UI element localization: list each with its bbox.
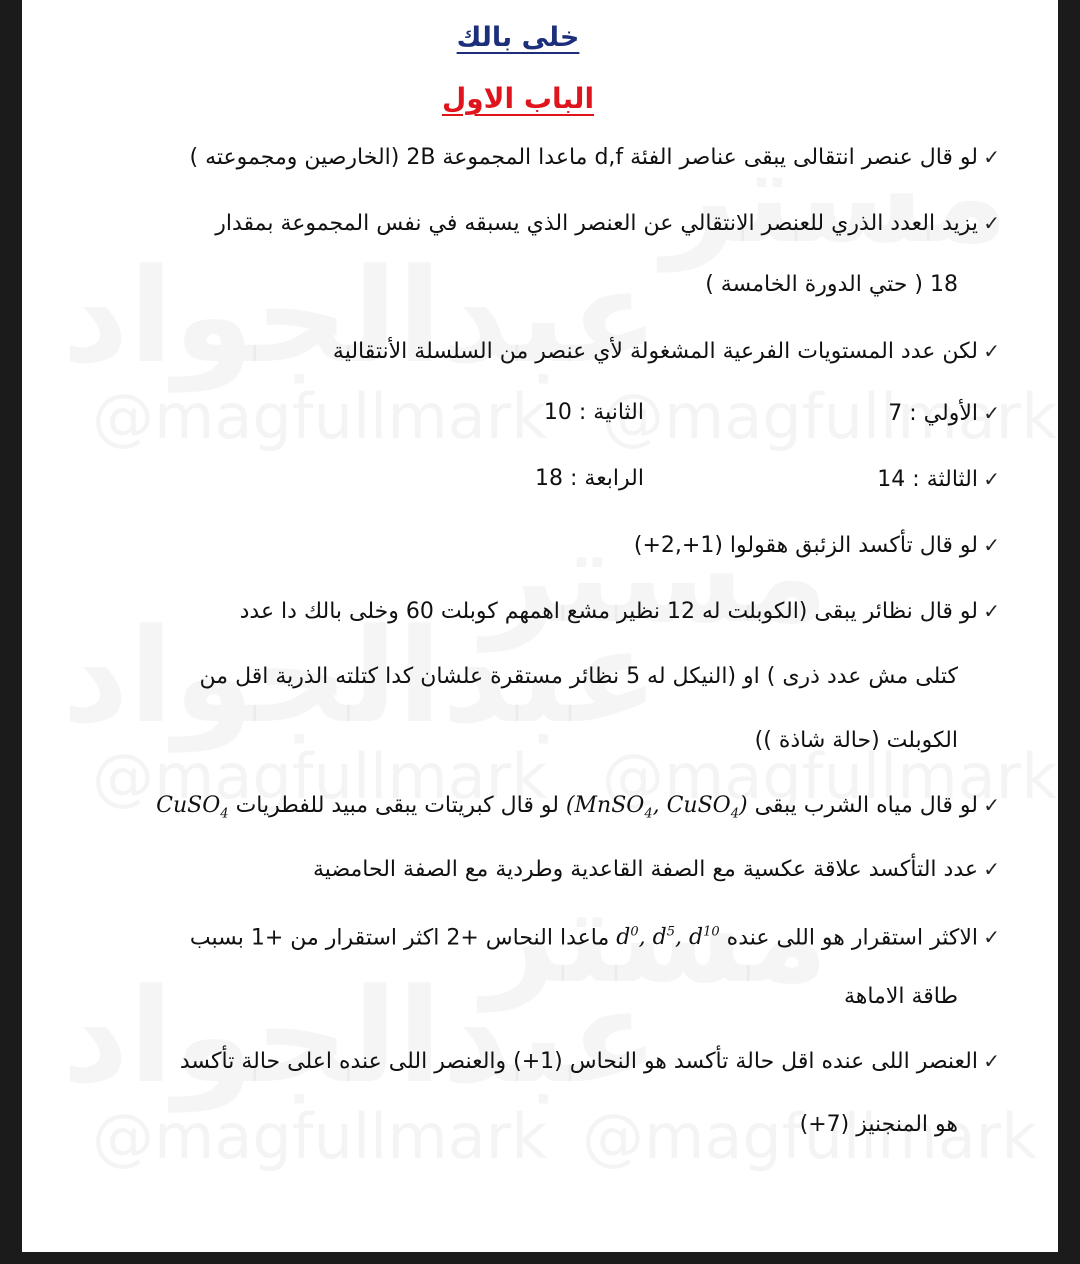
list-item-text: لو قال مياه الشرب يبقى <box>754 793 978 818</box>
list-item-text: عدد التأكسد علاقة عكسية مع الصفة القاعدية وطردية مع الصفة الحامضية <box>313 857 978 882</box>
list-item <box>190 918 1000 953</box>
watermark-handle <box>92 1100 547 1173</box>
list-item-text: يزيد العدد الذري للعنصر الانتقالي عن العنصر الذي يسبقه في نفس المجموعة بمقدار <box>215 211 978 236</box>
list-item-column: الثانية : 10 <box>543 400 644 425</box>
formula: (MnSO$_4$, CuSO$_4$) <box>565 793 748 822</box>
checkmark-icon: ✓ <box>983 339 1000 363</box>
formula: CuSO$_4$ <box>156 793 229 822</box>
page-title: خلى بالك <box>456 22 580 53</box>
list-item-text: ماعدا النحاس +2 اكثر استقرار من +1 بسبب <box>189 925 610 951</box>
checkmark-icon: ✓ <box>983 467 1000 491</box>
list-item-text: لو قال نظائر يبقى (الكوبلت له 12 نظير مشع اهمهم كوبلت 60 وخلى بالك دا عدد <box>239 599 978 624</box>
list-item-text: لو قال عنصر انتقالى يبقى عناصر الفئة d,f ماعدا المجموعة 2B (الخارصين ومجموعته ) <box>189 145 978 170</box>
watermark-arabic <box>482 500 829 652</box>
list-item <box>215 208 1000 239</box>
list-item-text: لو قال تأكسد الزئبق هقولوا (1+,2+) <box>633 533 978 558</box>
checkmark-icon: ✓ <box>983 533 1000 557</box>
checkmark-icon: ✓ <box>983 401 1000 425</box>
chapter-heading: الباب الاول <box>441 82 595 115</box>
checkmark-icon: ✓ <box>983 211 1000 235</box>
list-item <box>634 530 1000 561</box>
list-item <box>888 398 1000 429</box>
list-item <box>156 790 1000 829</box>
list-item-continuation <box>705 270 958 300</box>
list-item-continuation <box>844 982 958 1012</box>
watermark-handle <box>92 380 547 453</box>
list-item-text: الاكثر استقرار هو اللى عنده <box>726 925 978 951</box>
list-item <box>313 854 1000 885</box>
list-item <box>190 142 1000 173</box>
checkmark-icon: ✓ <box>983 1049 1000 1073</box>
list-item-text: كتلى مش عدد ذرى ) او (النيكل له 5 نظائر مستقرة علشان كدا كتلته الذرية اقل من <box>199 664 958 689</box>
list-item-text: العنصر اللى عنده اقل حالة تأكسد هو النحاس (1+) والعنصر اللى عنده اعلى حالة تأكسد <box>179 1049 978 1074</box>
list-item-text: الأولي : 7 <box>888 401 978 426</box>
list-item <box>240 596 1000 627</box>
list-item <box>877 464 1000 495</box>
list-item-continuation <box>755 726 958 756</box>
checkmark-icon: ✓ <box>983 145 1000 169</box>
watermark-arabic <box>62 240 659 392</box>
list-item-column: الرابعة : 18 <box>535 466 644 491</box>
formula: $d^0$, $d^5$, $d^{10}$ <box>616 925 720 951</box>
list-item <box>333 336 1000 367</box>
watermark-arabic <box>62 960 659 1112</box>
list-item-text: الثالثة : 14 <box>877 467 978 492</box>
list-item-text: 18 ( حتي الدورة الخامسة ) <box>705 272 958 297</box>
list-item-continuation <box>800 1110 958 1140</box>
list-item <box>180 1046 1000 1077</box>
checkmark-icon: ✓ <box>983 857 1000 881</box>
document-page <box>22 0 1058 1252</box>
checkmark-icon: ✓ <box>983 793 1000 817</box>
list-item-continuation <box>200 662 958 692</box>
list-item-text: لكن عدد المستويات الفرعية المشغولة لأي عنصر من السلسلة الأنتقالية <box>332 339 978 364</box>
checkmark-icon: ✓ <box>983 925 1000 950</box>
checkmark-icon: ✓ <box>983 599 1000 623</box>
list-item-text: الكوبلت (حالة شاذة )) <box>754 728 958 753</box>
list-item-text: هو المنجنيز (7+) <box>799 1112 958 1137</box>
list-item-text: لو قال كبريتات يبقى مبيد للفطريات <box>235 793 559 818</box>
list-item-text: طاقة الاماهة <box>843 984 958 1009</box>
